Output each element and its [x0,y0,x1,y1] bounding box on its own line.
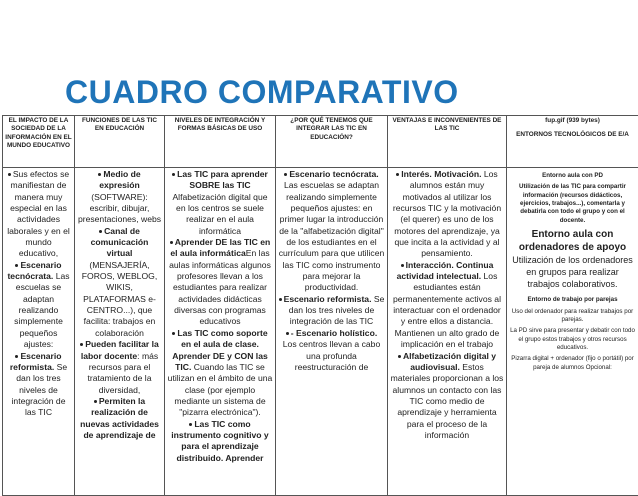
bullet-icon [8,173,11,176]
bullet-icon [396,173,399,176]
ventajas-bold-1: Interés. Motivación. [401,169,481,179]
entornos-text-3: La PD sirve para presentar y debatir con todo el grupo estos trabajos y otros recursos educativos. [509,327,636,352]
header-row [3,116,638,168]
niveles-bold-2: Aprender DE las TIC en el aula informática [170,237,270,258]
bullet-icon [401,264,404,267]
ventajas-text-1: Los alumnos están muy motivados al utilizar los recursos TIC y la motivación (el querer) es uno de los motores del aprendizaje, ya que incita a la actividad y al pensamiento. [393,169,501,258]
bullet-icon [172,173,175,176]
header-impacto: EL IMPACTO DE LA SOCIEDAD DE LA INFORMACIÓN EN EL MUNDO EDUCATIVO [3,116,75,168]
bullet-icon [286,332,289,335]
impacto-bold-3: Escenario reformista. [10,351,62,372]
bullet-icon [15,264,18,267]
header-niveles: NIVELES DE INTEGRACIÓN Y FORMAS BÁSICAS DE USO [165,116,276,168]
entornos-text-2: Uso del ordenador para realizar trabajos por parejas. [509,308,636,325]
entornos-text-4: Pizarra digital + ordenador (fijo o portátil) por pareja de alumnos Opcional: [509,355,636,372]
bullet-icon [98,173,101,176]
funciones-bold-2: Canal de comunicación virtual [91,226,149,259]
bullet-icon [189,423,192,426]
ventajas-text-3: Estos materiales proporcionan a los alumnos un contacto con las TIC como medio de aprendizaje y herramienta para el proceso de la información [391,362,504,440]
impacto-bold-2: Escenario tecnócrata. [7,260,61,281]
page-title: CUADRO COMPARATIVO [65,74,459,111]
comparison-table [2,115,638,496]
entornos-text-1: Utilización de las TIC para compartir información (recursos didácticos, ejercicios, trabajos...), comentarla y debatirla con todo el grupo y con el docente. [509,183,636,225]
porque-text-2: Se dan los tres niveles de integración de las TIC [289,294,385,327]
header-entornos [507,116,638,168]
bullet-icon [94,400,97,403]
bullet-icon [80,343,83,346]
funciones-text-2: (MENSAJERÍA, FOROS, WEBLOG, WIKIS, PLATAFORMAS e-CENTRO...), que facilita: trabajos en colaboración [77,260,162,339]
cell-entornos [507,168,638,496]
ventajas-text-2: Los estudiantes están permanentemente activos al interactuar con el ordenador y entre ellos a distancia. Mantienen un alto grado de implicación en el trabajo [393,271,501,349]
niveles-bold-4: Las TIC como instrumento cognitivo y para el aprendizaje distribuido. Aprender [171,419,268,463]
niveles-text-3: Cuando las TIC se utilizan en el ámbito de una clase (por ejemplo mediante un sistema de "pizarra electrónica"). [168,362,273,417]
content-row [3,168,638,496]
cell-impacto [3,168,75,496]
cell-funciones [75,168,165,496]
funciones-bold-3: Pueden facilitar la labor docente [81,339,159,360]
porque-bold-1: Escenario tecnócrata. [289,169,378,179]
porque-bold-3: - Escenario holístico. [291,328,377,338]
header-ventajas: VENTAJAS E INCONVENIENTES DE LAS TIC [388,116,507,168]
niveles-bold-1: Las TIC para aprender SOBRE las TIC [177,169,268,190]
impacto-text-2: Las escuelas se adaptan realizando simplemente pequeños ajustes: [14,271,69,349]
bullet-icon [398,355,401,358]
funciones-text-1: (SOFTWARE): escribir, dibujar, presentaciones, webs [77,192,162,226]
funciones-bold-1: Medio de expresión [99,169,140,190]
bullet-icon [172,332,175,335]
porque-bold-2: Escenario reformista. [284,294,372,304]
niveles-text-2: En las aulas informáticas algunos profesores llevan a los estudiantes para realizar actividades didácticas diversas con programas educativos [169,248,271,326]
porque-text-3: Los centros llevan a cabo una profunda reestructuración de [283,339,380,372]
cell-por-que [276,168,388,496]
bullet-icon [170,241,173,244]
cell-niveles [165,168,276,496]
bullet-icon [279,298,282,301]
ventajas-bold-2: Interacción. Continua actividad intelectual. [397,260,494,281]
funciones-text-3: : más recursos para el tratamiento de la diversidad, [87,351,158,395]
entornos-heading-1: Entorno aula con PD [509,172,636,180]
header-image-caption: fup.gif (939 bytes) [509,117,636,125]
impacto-text-3: Se dan los tres niveles de integración de las TIC [12,362,68,417]
niveles-bold-3: Las TIC como soporte en el aula de clase. Aprender DE y CON las TIC. [172,328,268,372]
entornos-text-mid: Utilización de los ordenadores en grupos para realizar trabajos colaborativos. [509,255,636,290]
funciones-bold-4: Permiten la realización de nuevas actividades de aprendizaje de [80,396,159,440]
entornos-heading-big: Entorno aula con ordenadores de apoyo [509,229,636,254]
header-por-que: ¿POR QUÉ TENEMOS QUE INTEGRAR LAS TIC EN EDUCACIÓN? [276,116,388,168]
niveles-text-1: Alfabetización digital que en los centros se suele realizar en el aula informática [167,192,273,237]
impacto-text-1: Sus efectos se manifiestan de manera muy especial en las actividades laborales y en el mundo educativo, [7,169,70,258]
header-entornos-label: ENTORNOS TECNOLÓGICOS DE E/A [509,131,636,139]
bullet-icon [284,173,287,176]
porque-text-1: Las escuelas se adaptan realizando simplemente pequeños ajustes: en primer lugar la introducción de la "alfabetización digital" de los estudiantes en el currículum para que utilicen las TIC como instrumento para mejorar la productividad. [279,180,385,292]
bullet-icon [99,230,102,233]
entornos-heading-2: Entorno de trabajo por parejas [509,296,636,304]
cell-ventajas [388,168,507,496]
header-funciones: FUNCIONES DE LAS TIC EN EDUCACIÓN [75,116,165,168]
bullet-icon [15,355,18,358]
ventajas-bold-3: Alfabetización digital y audiovisual. [403,351,496,372]
